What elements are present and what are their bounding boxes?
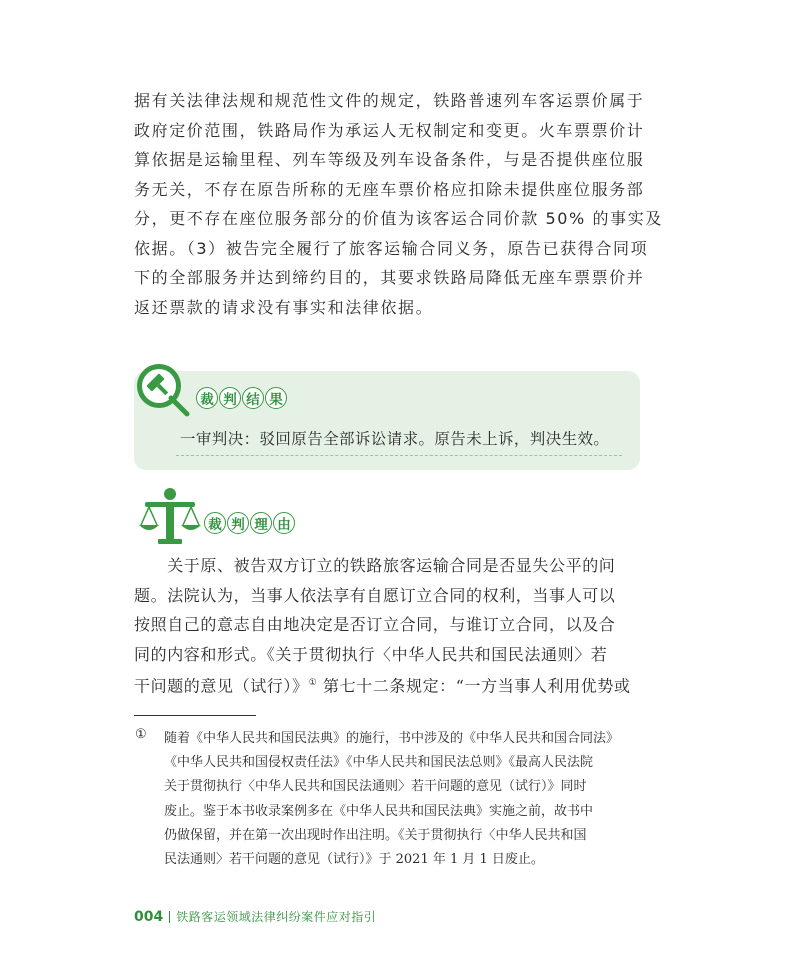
footnote-marker: ① (135, 727, 147, 742)
footnote-line: 随着《中华人民共和国民法典》的施行，书中涉及的《中华人民共和国合同法》 (164, 731, 620, 746)
text-line: 据有关法律法规和规范性文件的规定，铁路普速列车客运票价属于 (134, 91, 645, 110)
reasoning-paragraph (134, 551, 654, 701)
footnote-line: 关于贯彻执行〈中华人民共和国民法通则〉若干问题的意见（试行）》同时 (164, 779, 587, 795)
text-line: 分，更不存在座位服务部分的价值为该客运合同价款 50% 的事实及 (134, 209, 663, 228)
verdict-divider (176, 455, 622, 456)
footnote (164, 727, 646, 872)
page-footer (134, 908, 376, 925)
text-line: 下的全部服务并达到缔约目的，其要求铁路局降低无座车票票价并 (134, 268, 645, 287)
footnote-line: 民法通则〉若干问题的意见（试行）》于 2021 年 1 月 1 日废止。 (164, 852, 544, 868)
text-line (134, 669, 654, 701)
text-line: 返还票款的请求没有事实和法律依据。 (134, 297, 434, 317)
title-char: 裁 (204, 512, 226, 534)
footnote-reference[interactable]: ① (308, 678, 318, 688)
title-char: 判 (227, 512, 249, 534)
body-paragraph-continuation (134, 86, 663, 322)
title-char: 理 (250, 512, 272, 534)
title-char: 果 (265, 387, 287, 409)
text-line: 依据。（3）被告完全履行了旅客运输合同义务，原告已获得合同项 (134, 238, 649, 258)
page-number: 004 (134, 908, 164, 925)
footnote-line: 《中华人民共和国侵权责任法》《中华人民共和国民法总则》《最高人民法院 (164, 755, 594, 771)
title-char: 结 (242, 387, 264, 409)
reasoning-title (204, 512, 295, 534)
text-line: 务无关，不存在原告所称的无座车票价格应扣除未提供座位服务部 (134, 179, 645, 199)
text-line: 算依据是运输里程、列车等级及列车设备条件，与是否提供座位服 (134, 150, 645, 169)
title-char: 判 (219, 387, 241, 409)
scales-of-justice-icon (137, 487, 203, 545)
title-char: 由 (273, 512, 295, 534)
gavel-icon (135, 362, 193, 420)
title-char: 裁 (196, 387, 218, 409)
verdict-title (196, 387, 287, 409)
text-line: 题。法院认为，当事人依法享有自愿订立合同的权利，当事人可以 (134, 585, 616, 605)
text-line: 关于原、被告双方订立的铁路旅客运输合同是否显失公平的问 (134, 556, 616, 575)
book-title: 铁路客运领域法律纠纷案件应对指引 (176, 910, 377, 924)
text-line: 政府定价范围，铁路局作为承运人无权制定和变更。火车票票价计 (134, 120, 645, 140)
verdict-text: 一审判决：驳回原告全部诉讼请求。原告未上诉，判决生效。 (180, 430, 610, 448)
text-line: 同的内容和形式。《关于贯彻执行〈中华人民共和国民法通则〉若 (134, 644, 608, 664)
footnote-line: 仍做保留，并在第一次出现时作出注明。《关于贯彻执行〈中华人民共和国 (164, 827, 587, 843)
text-line: 按照自己的意志自由地决定是否订立合同，与谁订立合同，以及合 (134, 615, 616, 634)
footnote-line: 废止。鉴于本书收录案例多在《中华人民共和国民法典》实施之前，故书中 (164, 803, 594, 819)
footer-separator (169, 911, 170, 923)
text-segment: 干问题的意见（试行）》 (134, 676, 309, 696)
footnote-rule (134, 715, 256, 716)
text-segment: 第七十二条规定：“一方当事人利用优势或 (317, 676, 631, 696)
